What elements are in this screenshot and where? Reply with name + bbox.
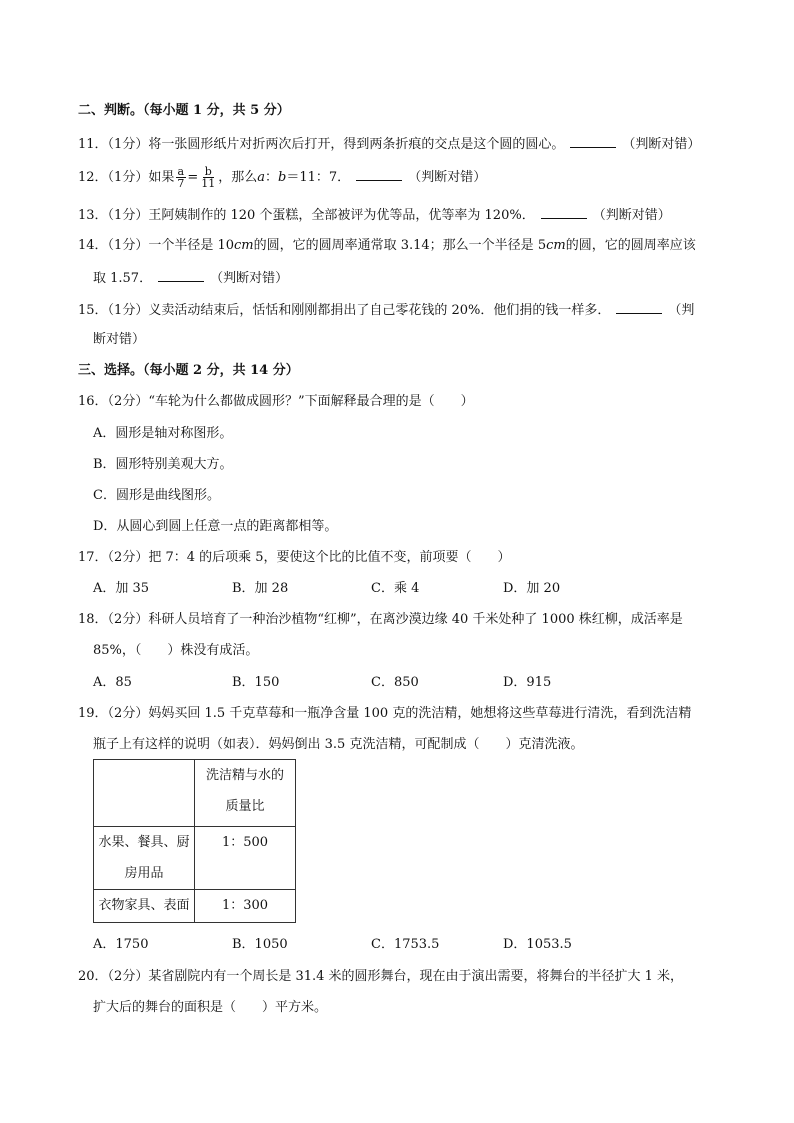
table-cell-empty — [94, 760, 195, 827]
table-header-line2: 质量比 — [225, 799, 265, 814]
table-header-cell — [195, 760, 296, 827]
option-17-a[interactable]: A．加 35 — [93, 581, 150, 596]
question-12 — [78, 166, 486, 190]
option-18-a[interactable]: A．85 — [93, 675, 132, 690]
question-20-line2: 扩大后的舞台的面积是（ ）平方米。 — [93, 1000, 328, 1015]
question-14-text-a: 14．（1分）一个半径是 10 — [78, 238, 234, 253]
question-18-line1: 18．（2分）科研人员培育了一种治沙植物“红柳”，在离沙漠边缘 40 千米处种了 1000 株红柳，成活率是 — [78, 612, 683, 627]
table-row1-line1: 水果、餐具、厨 — [98, 835, 190, 850]
ratio-colon: ： — [265, 170, 279, 185]
option-18-d[interactable]: D．915 — [503, 675, 552, 690]
question-15-tail: （判 — [668, 303, 695, 318]
ratio-table — [93, 759, 296, 923]
option-19-b[interactable]: B．1050 — [232, 937, 288, 952]
question-14-tail: （判断对错） — [210, 271, 289, 286]
table-row — [94, 890, 296, 923]
question-14-text-b: 的圆，它的圆周率通常取 3.14；那么一个半径是 5 — [253, 238, 547, 253]
fraction-b-over-11 — [199, 166, 217, 189]
question-15-line1 — [78, 301, 694, 319]
table-header-line1: 洗洁精与水的 — [205, 768, 284, 783]
option-17-d[interactable]: D．加 20 — [503, 581, 561, 596]
fraction-denominator: 7 — [177, 177, 185, 190]
answer-blank-11[interactable] — [570, 135, 616, 148]
question-19-line1: 19．（2分）妈妈买回 1.5 千克草莓和一瓶净含量 100 克的洗洁精，她想将这些草莓进行清洗，看到洗洁精 — [78, 706, 692, 721]
table-row-label: 衣物家具、表面 — [94, 890, 195, 923]
question-14-text-c: 的圆，它的圆周率应该 — [565, 238, 696, 253]
option-18-b[interactable]: B．150 — [232, 675, 280, 690]
table-row-value: 1：500 — [195, 827, 296, 890]
option-17-c[interactable]: C．乘 4 — [371, 581, 420, 596]
option-16-b[interactable]: B．圆形特别美观大方。 — [93, 457, 233, 472]
option-19-c[interactable]: C．1753.5 — [371, 937, 440, 952]
option-16-c[interactable]: C．圆形是曲线图形。 — [93, 488, 220, 503]
table-row-label — [94, 827, 195, 890]
question-12-end: ＝11：7． — [286, 170, 351, 185]
question-12-tail: （判断对错） — [408, 170, 487, 185]
question-12-mid: ，那么 — [218, 170, 258, 185]
option-18-c[interactable]: C．850 — [371, 675, 419, 690]
question-18-line2: 85%，（ ）株没有成活。 — [93, 643, 259, 658]
section3-title: 三、选择。（每小题 2 分，共 14 分） — [78, 363, 299, 378]
fraction-a-over-7 — [175, 166, 186, 189]
question-17: 17．（2分）把 7：4 的后项乘 5，要使这个比的比值不变，前项要（ ） — [78, 550, 511, 565]
unit-cm: cm — [234, 238, 254, 253]
option-17-b[interactable]: B．加 28 — [232, 581, 289, 596]
table-row — [94, 760, 296, 827]
question-20-line1: 20．（2分）某省剧院内有一个周长是 31.4 米的圆形舞台，现在由于演出需要，将舞台的半径扩大 1 米， — [78, 969, 684, 984]
table-row1-line2: 房用品 — [124, 866, 164, 881]
option-19-a[interactable]: A．1750 — [93, 937, 149, 952]
variable-b: b — [278, 170, 287, 185]
question-19-line2: 瓶子上有这样的说明（如表）．妈妈倒出 3.5 克洗洁精，可配制成（ ）克清洗液。 — [93, 737, 584, 752]
option-16-d[interactable]: D．从圆心到圆上任意一点的距离都相等。 — [93, 519, 338, 534]
question-15-text: 15．（1分）义卖活动结束后，恬恬和刚刚都捐出了自己零花钱的 20%．他们捐的钱一样多． — [78, 303, 611, 318]
question-12-lead: 12．（1分）如果 — [78, 170, 175, 185]
question-14-line2 — [93, 269, 288, 287]
table-row — [94, 827, 296, 890]
option-16-a[interactable]: A．圆形是轴对称图形。 — [93, 426, 233, 441]
question-13-tail: （判断对错） — [592, 208, 671, 223]
fraction-denominator: 11 — [201, 177, 216, 190]
answer-blank-14[interactable] — [158, 269, 204, 282]
question-11 — [78, 135, 700, 153]
option-19-d[interactable]: D．1053.5 — [503, 937, 572, 952]
fraction-numerator: b — [204, 165, 212, 178]
answer-blank-12[interactable] — [356, 168, 402, 181]
question-13 — [78, 206, 671, 224]
question-16: 16．（2分）“车轮为什么都做成圆形？”下面解释最合理的是（ ） — [78, 394, 474, 409]
question-13-text: 13．（1分）王阿姨制作的 120 个蛋糕，全部被评为优等品，优等率为 120%． — [78, 208, 535, 223]
answer-blank-15[interactable] — [616, 301, 662, 314]
variable-a: a — [257, 170, 266, 185]
question-14-text-d: 取 1.57． — [93, 271, 153, 286]
fraction-numerator: a — [177, 165, 185, 178]
unit-cm: cm — [546, 238, 566, 253]
question-14-line1 — [78, 238, 696, 254]
question-11-tail: （判断对错） — [622, 137, 701, 152]
equals-sign: = — [187, 170, 199, 185]
question-15-line2: 断对错） — [93, 332, 146, 347]
answer-blank-13[interactable] — [541, 206, 587, 219]
section2-title: 二、判断。（每小题 1 分，共 5 分） — [78, 103, 290, 118]
table-row-value: 1：300 — [195, 890, 296, 923]
question-11-text: 11．（1分）将一张圆形纸片对折两次后打开，得到两条折痕的交点是这个圆的圆心。 — [78, 137, 565, 152]
